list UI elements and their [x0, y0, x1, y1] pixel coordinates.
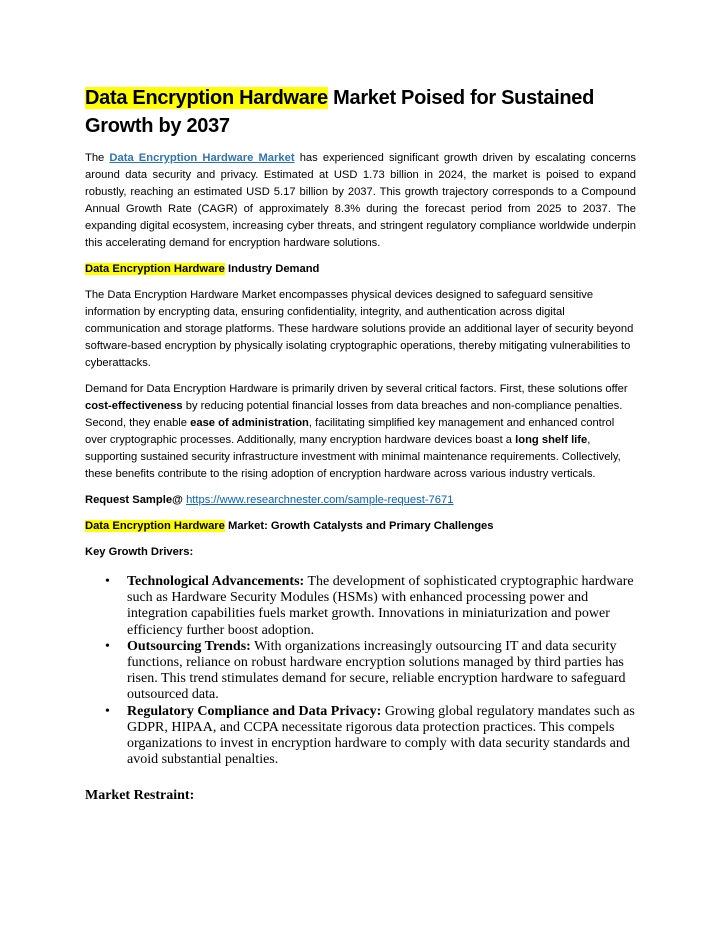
demand-heading	[85, 261, 636, 278]
demand-heading-highlight: Data Encryption Hardware	[85, 263, 225, 275]
title-rest: Market Poised for Sustained Growth by 2037	[85, 87, 594, 137]
demand-text-1: Demand for Data Encryption Hardware is primarily driven by several critical factors. First, these solutions offer	[85, 383, 628, 395]
driver-title: Regulatory Compliance and Data Privacy:	[127, 703, 382, 719]
intro-paragraph	[85, 150, 636, 252]
market-restraint-heading: Market Restraint:	[85, 788, 195, 804]
document-content	[85, 84, 636, 804]
request-sample-label: Request Sample@	[85, 494, 183, 506]
market-link[interactable]: Data Encryption Hardware Market	[109, 152, 295, 164]
catalysts-heading	[85, 518, 636, 535]
cost-effectiveness-bold: cost-effectiveness	[85, 400, 183, 412]
demand-paragraph-2	[85, 381, 636, 483]
bullet-icon: •	[105, 574, 110, 589]
request-sample-link[interactable]: https://www.researchnester.com/sample-request-7671	[186, 494, 454, 506]
driver-text: With organizations increasingly outsourcing IT and data security functions, reliance on robust hardware encryption solutions managed by third parties has risen. This trend stimulates demand for secure, reliable encryption hardware to safeguard outsourced data.	[127, 638, 626, 703]
title-highlight: Data Encryption Hardware	[85, 87, 328, 109]
drivers-list	[85, 574, 636, 768]
list-item	[105, 703, 636, 769]
bullet-icon: •	[105, 638, 110, 654]
long-shelf-life-bold: long shelf life	[515, 434, 588, 446]
ease-of-administration-bold: ease of administration	[190, 417, 309, 429]
page-title	[85, 84, 636, 140]
driver-text: The development of sophisticated cryptographic hardware such as Hardware Security Modules (HSMs) with enhanced processing power and integration capabilities fuels market growth. Innovations in miniaturization and power efficiency further boost adoption.	[127, 574, 634, 638]
catalysts-heading-highlight: Data Encryption Hardware	[85, 520, 225, 532]
key-drivers-label: Key Growth Drivers:	[85, 546, 194, 558]
demand-paragraph-1: The Data Encryption Hardware Market encompasses physical devices designed to safeguard sensitive information by encrypting data, ensuring confidentiality, integrity, and authentication across digital communication and storage platforms. These hardware solutions provide an additional layer of security beyond software-based encryption by physically isolating cryptographic operations, thereby mitigating vulnerabilities to cyberattacks.	[85, 289, 634, 369]
list-item	[105, 638, 636, 704]
driver-title: Technological Advancements:	[127, 574, 305, 589]
demand-heading-rest: Industry Demand	[224, 263, 320, 275]
intro-lead: The	[85, 152, 110, 164]
demand-text-2: by reducing potential financial losses from data breaches and non-compliance penalties. Second, they enable	[85, 400, 623, 429]
driver-title: Outsourcing Trends:	[127, 638, 251, 654]
intro-text: has experienced significant growth driven by escalating concerns around data security and privacy. Estimated at USD 1.73 billion in 2024, the market is poised to expand robustly, reaching an estimated USD 5.17 billion by 2037. This growth trajectory corresponds to a Compound Annual Growth Rate (CAGR) of approximately 8.3% during the forecast period from 2025 to 2037. The expanding digital ecosystem, increasing cyber threats, and stringent regulatory compliance worldwide underpin this accelerating demand for encryption hardware solutions.	[85, 152, 637, 249]
catalysts-heading-rest: Market: Growth Catalysts and Primary Challenges	[224, 520, 494, 532]
bullet-icon: •	[105, 703, 110, 719]
demand-text-3: , facilitating simplified key management and enhanced control over cryptographic processes. Additionally, many encryption hardware devices boast a	[85, 417, 615, 446]
demand-text-4: , supporting sustained security infrastructure investment with minimal maintenance requirements. Collectively, these benefits contribute to the rising adoption of encryption hardware across various industry verticals.	[85, 434, 621, 480]
driver-text: Growing global regulatory mandates such as GDPR, HIPAA, and CCPA necessitate rigorous data protection practices. This compels organizations to invest in encryption hardware to comply with data security standards and avoid substantial penalties.	[127, 703, 635, 768]
request-sample-line	[85, 492, 636, 509]
list-item	[105, 574, 636, 639]
